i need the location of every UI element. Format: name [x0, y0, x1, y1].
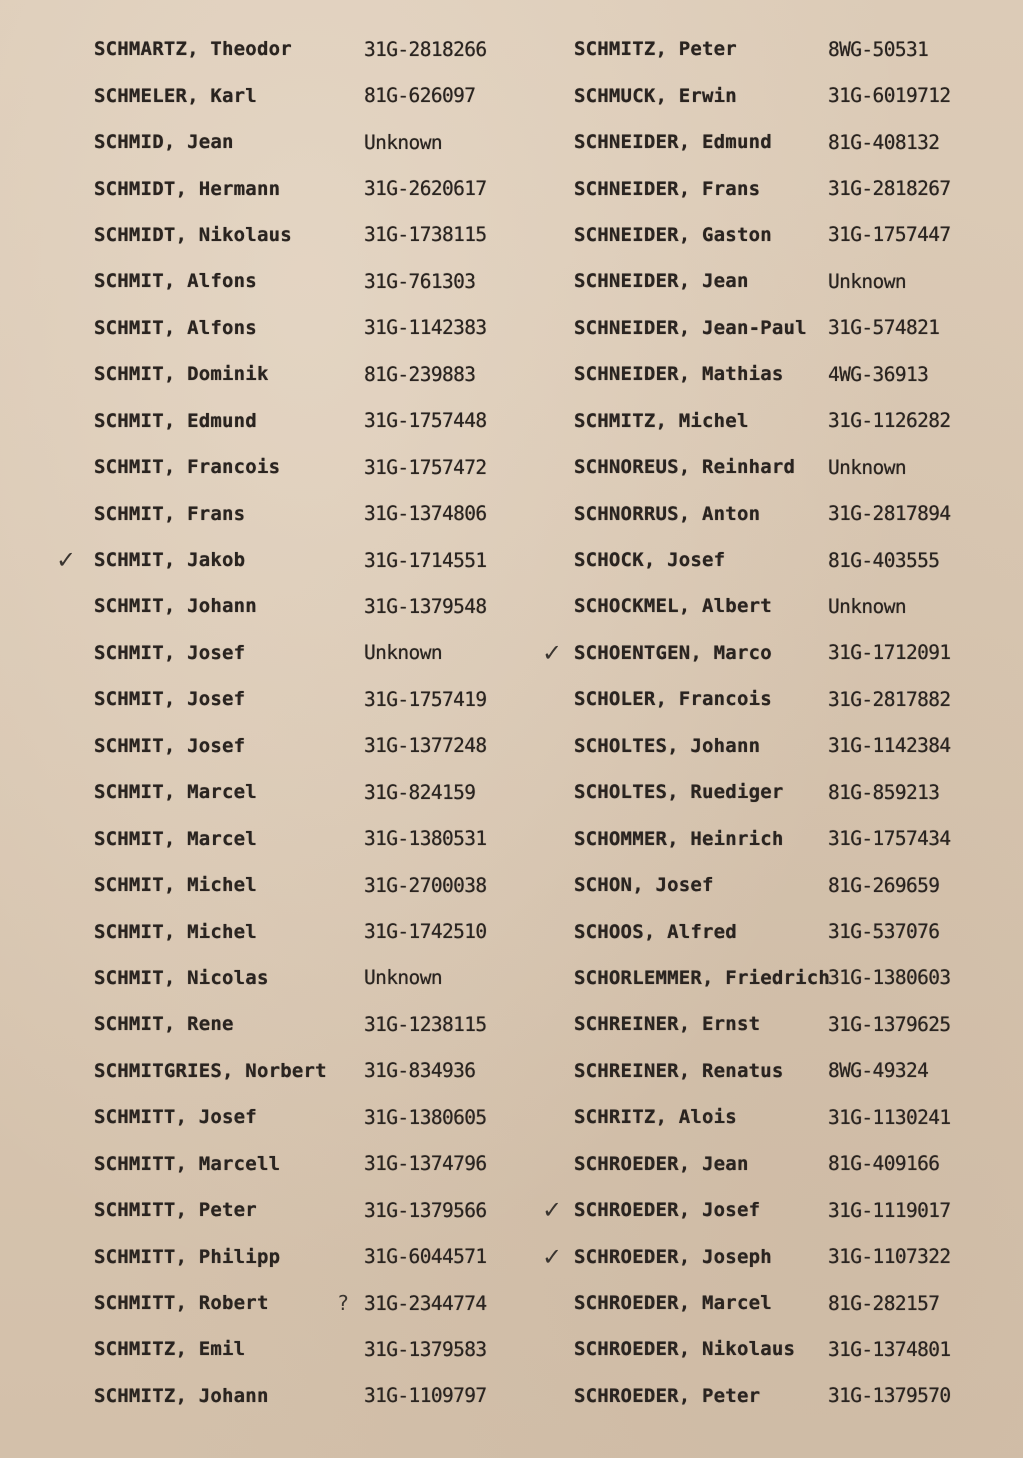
list-item: [56, 1001, 506, 1047]
person-name: SCHOOS, Alfred: [574, 920, 737, 943]
list-item: [540, 815, 1010, 861]
person-name: SCHREINER, Ernst: [574, 1013, 761, 1036]
service-number: Unknown: [828, 455, 906, 479]
service-number: 31G-1377248: [364, 734, 487, 758]
service-number: 81G-408132: [828, 130, 940, 154]
list-item: [56, 305, 506, 351]
person-name: SCHROEDER, Jean: [574, 1152, 749, 1175]
list-item: [56, 398, 506, 444]
service-number: 31G-2818266: [364, 37, 487, 61]
service-number: 81G-403555: [828, 548, 940, 572]
list-item: [56, 1233, 506, 1279]
person-name: SCHMIT, Johann: [94, 595, 257, 618]
person-name: SCHNEIDER, Frans: [574, 177, 761, 200]
list-item: [540, 630, 1010, 676]
list-item: [540, 351, 1010, 397]
person-name: SCHMIT, Alfons: [94, 316, 257, 339]
person-name: SCHNORRUS, Anton: [574, 502, 761, 525]
service-number: 31G-574821: [828, 316, 940, 340]
person-name: SCHMIT, Josef: [94, 734, 246, 757]
list-item: [540, 1280, 1010, 1326]
service-number: 8WG-49324: [828, 1059, 929, 1083]
service-number: Unknown: [364, 130, 442, 154]
person-name: SCHNEIDER, Edmund: [574, 131, 772, 154]
person-name: SCHROEDER, Peter: [574, 1384, 761, 1407]
service-number: 81G-239883: [364, 362, 476, 386]
service-number: 31G-537076: [828, 920, 940, 944]
list-item: [540, 1001, 1010, 1047]
service-number: 31G-6019712: [828, 84, 951, 108]
person-name: SCHNOREUS, Reinhard: [574, 456, 796, 479]
list-item: [56, 583, 506, 629]
person-name: SCHMITZ, Peter: [574, 38, 737, 61]
list-item: [540, 490, 1010, 536]
list-item: [56, 1048, 506, 1094]
service-number: Unknown: [828, 594, 906, 618]
list-item: [56, 1141, 506, 1187]
handwritten-mark: ?: [338, 1291, 349, 1316]
service-number: 81G-859213: [828, 780, 940, 804]
service-number: 31G-2817882: [828, 687, 951, 711]
service-number: 81G-282157: [828, 1291, 940, 1315]
person-name: SCHMIT, Marcel: [94, 827, 257, 850]
service-number: Unknown: [364, 966, 442, 990]
service-number: 31G-1379625: [828, 1012, 951, 1036]
list-item: [540, 1141, 1010, 1187]
list-item: [56, 1326, 506, 1372]
list-item: [540, 398, 1010, 444]
service-number: 31G-1757419: [364, 687, 487, 711]
person-name: SCHOLTES, Johann: [574, 734, 761, 757]
service-number: 8WG-50531: [828, 37, 929, 61]
service-number: 31G-1374796: [364, 1152, 487, 1176]
service-number: 31G-1142384: [828, 734, 951, 758]
person-name: SCHMIT, Josef: [94, 641, 246, 664]
check-mark-icon: ✓: [542, 1242, 563, 1271]
service-number: 31G-1374801: [828, 1337, 951, 1361]
service-number: 31G-824159: [364, 780, 476, 804]
service-number: 31G-1714551: [364, 548, 487, 572]
list-item: [540, 26, 1010, 72]
list-item: [540, 723, 1010, 769]
service-number: 31G-2700038: [364, 873, 487, 897]
service-number: 31G-1142383: [364, 316, 487, 340]
list-item: [56, 165, 506, 211]
person-name: SCHMITT, Robert: [94, 1292, 269, 1315]
list-item: [540, 305, 1010, 351]
list-item: [56, 212, 506, 258]
list-item: [56, 1094, 506, 1140]
person-name: SCHON, Josef: [574, 874, 714, 897]
service-number: 31G-6044571: [364, 1245, 487, 1269]
list-item: [56, 955, 506, 1001]
left-column: [56, 26, 506, 1419]
list-item: [540, 1326, 1010, 1372]
person-name: SCHNEIDER, Jean: [574, 270, 749, 293]
person-name: SCHMIT, Edmund: [94, 409, 257, 432]
service-number: 31G-1738115: [364, 223, 487, 247]
person-name: SCHMIT, Nicolas: [94, 966, 269, 989]
list-item: [540, 444, 1010, 490]
list-item: [56, 815, 506, 861]
service-number: 31G-1757448: [364, 409, 487, 433]
person-name: SCHMIT, Dominik: [94, 363, 269, 386]
check-mark-icon: ✓: [542, 638, 563, 667]
list-item: [56, 862, 506, 908]
person-name: SCHNEIDER, Jean-Paul: [574, 316, 807, 339]
service-number: 31G-1130241: [828, 1105, 951, 1129]
service-number: 81G-269659: [828, 873, 940, 897]
service-number: 31G-2818267: [828, 177, 951, 201]
list-item: [540, 72, 1010, 118]
service-number: Unknown: [828, 269, 906, 293]
person-name: SCHNEIDER, Gaston: [574, 223, 772, 246]
service-number: Unknown: [364, 641, 442, 665]
list-item: [540, 1187, 1010, 1233]
service-number: 31G-1379570: [828, 1384, 951, 1408]
person-name: SCHMELER, Karl: [94, 84, 257, 107]
person-name: SCHMID, Jean: [94, 131, 234, 154]
list-item: [56, 908, 506, 954]
list-item: [540, 862, 1010, 908]
service-number: 31G-2817894: [828, 502, 951, 526]
list-item: [56, 630, 506, 676]
list-item: [56, 1187, 506, 1233]
list-item: [540, 212, 1010, 258]
service-number: 81G-626097: [364, 84, 476, 108]
right-column: [540, 26, 1010, 1419]
person-name: SCHROEDER, Josef: [574, 1199, 761, 1222]
person-name: SCHMIT, Frans: [94, 502, 246, 525]
person-name: SCHOLER, Francois: [574, 688, 772, 711]
service-number: 31G-1379583: [364, 1337, 487, 1361]
service-number: 31G-1379548: [364, 594, 487, 618]
list-item: [56, 119, 506, 165]
list-item: [56, 72, 506, 118]
person-name: SCHMITGRIES, Norbert: [94, 1059, 327, 1082]
list-item: [56, 537, 506, 583]
list-item: [540, 908, 1010, 954]
person-name: SCHOMMER, Heinrich: [574, 827, 784, 850]
list-item: [540, 1233, 1010, 1279]
list-item: [56, 1373, 506, 1419]
person-name: SCHMIDT, Nikolaus: [94, 223, 292, 246]
list-item: [56, 676, 506, 722]
service-number: 4WG-36913: [828, 362, 929, 386]
service-number: 31G-1380603: [828, 966, 951, 990]
list-item: [56, 490, 506, 536]
service-number: 31G-1380605: [364, 1105, 487, 1129]
person-name: SCHMITZ, Michel: [574, 409, 749, 432]
check-mark-icon: ✓: [56, 546, 77, 575]
service-number: 31G-2344774: [364, 1291, 487, 1315]
person-name: SCHROEDER, Joseph: [574, 1245, 772, 1268]
service-number: 31G-1126282: [828, 409, 951, 433]
service-number: 31G-1379566: [364, 1198, 487, 1222]
person-name: SCHMIT, Jakob: [94, 549, 246, 572]
service-number: 31G-1374806: [364, 502, 487, 526]
person-name: SCHMIT, Francois: [94, 456, 281, 479]
list-item: [56, 723, 506, 769]
person-name: SCHMARTZ, Theodor: [94, 38, 292, 61]
person-name: SCHMITZ, Emil: [94, 1338, 246, 1361]
person-name: SCHORLEMMER, Friedrich: [574, 966, 831, 989]
service-number: 31G-1109797: [364, 1384, 487, 1408]
person-name: SCHNEIDER, Mathias: [574, 363, 784, 386]
person-name: SCHOLTES, Ruediger: [574, 781, 784, 804]
list-item: [540, 676, 1010, 722]
person-name: SCHMITT, Philipp: [94, 1245, 281, 1268]
list-item: [540, 165, 1010, 211]
list-item: [56, 1280, 506, 1326]
list-item: [540, 119, 1010, 165]
list-item: [56, 26, 506, 72]
service-number: 31G-1107322: [828, 1245, 951, 1269]
person-name: SCHOCKMEL, Albert: [574, 595, 772, 618]
person-name: SCHMIT, Josef: [94, 688, 246, 711]
service-number: 31G-1119017: [828, 1198, 951, 1222]
list-item: [540, 1048, 1010, 1094]
list-item: [56, 769, 506, 815]
check-mark-icon: ✓: [542, 1196, 563, 1225]
list-item: [56, 444, 506, 490]
person-name: SCHOCK, Josef: [574, 549, 726, 572]
service-number: 31G-1757472: [364, 455, 487, 479]
person-name: SCHMIT, Rene: [94, 1013, 234, 1036]
service-number: 31G-1712091: [828, 641, 951, 665]
list-item: [540, 583, 1010, 629]
list-item: [540, 1373, 1010, 1419]
person-name: SCHMITT, Marcell: [94, 1152, 281, 1175]
list-item: [56, 258, 506, 304]
list-item: [540, 955, 1010, 1001]
service-number: 31G-1380531: [364, 827, 487, 851]
person-name: SCHMIT, Michel: [94, 920, 257, 943]
service-number: 31G-761303: [364, 269, 476, 293]
person-name: SCHOENTGEN, Marco: [574, 641, 772, 664]
person-name: SCHRITZ, Alois: [574, 1106, 737, 1129]
person-name: SCHROEDER, Nikolaus: [574, 1338, 796, 1361]
list-item: [540, 1094, 1010, 1140]
person-name: SCHMITZ, Johann: [94, 1384, 269, 1407]
service-number: 31G-1757447: [828, 223, 951, 247]
person-name: SCHMIT, Marcel: [94, 781, 257, 804]
list-item: [56, 351, 506, 397]
person-name: SCHREINER, Renatus: [574, 1059, 784, 1082]
list-item: [540, 769, 1010, 815]
service-number: 31G-1742510: [364, 920, 487, 944]
service-number: 81G-409166: [828, 1152, 940, 1176]
service-number: 31G-2620617: [364, 177, 487, 201]
list-item: [540, 258, 1010, 304]
person-name: SCHROEDER, Marcel: [574, 1292, 772, 1315]
person-name: SCHMIT, Michel: [94, 874, 257, 897]
person-name: SCHMUCK, Erwin: [574, 84, 737, 107]
list-item: [540, 537, 1010, 583]
service-number: 31G-1757434: [828, 827, 951, 851]
service-number: 31G-1238115: [364, 1012, 487, 1036]
person-name: SCHMIDT, Hermann: [94, 177, 281, 200]
service-number: 31G-834936: [364, 1059, 476, 1083]
person-name: SCHMITT, Peter: [94, 1199, 257, 1222]
person-name: SCHMIT, Alfons: [94, 270, 257, 293]
person-name: SCHMITT, Josef: [94, 1106, 257, 1129]
